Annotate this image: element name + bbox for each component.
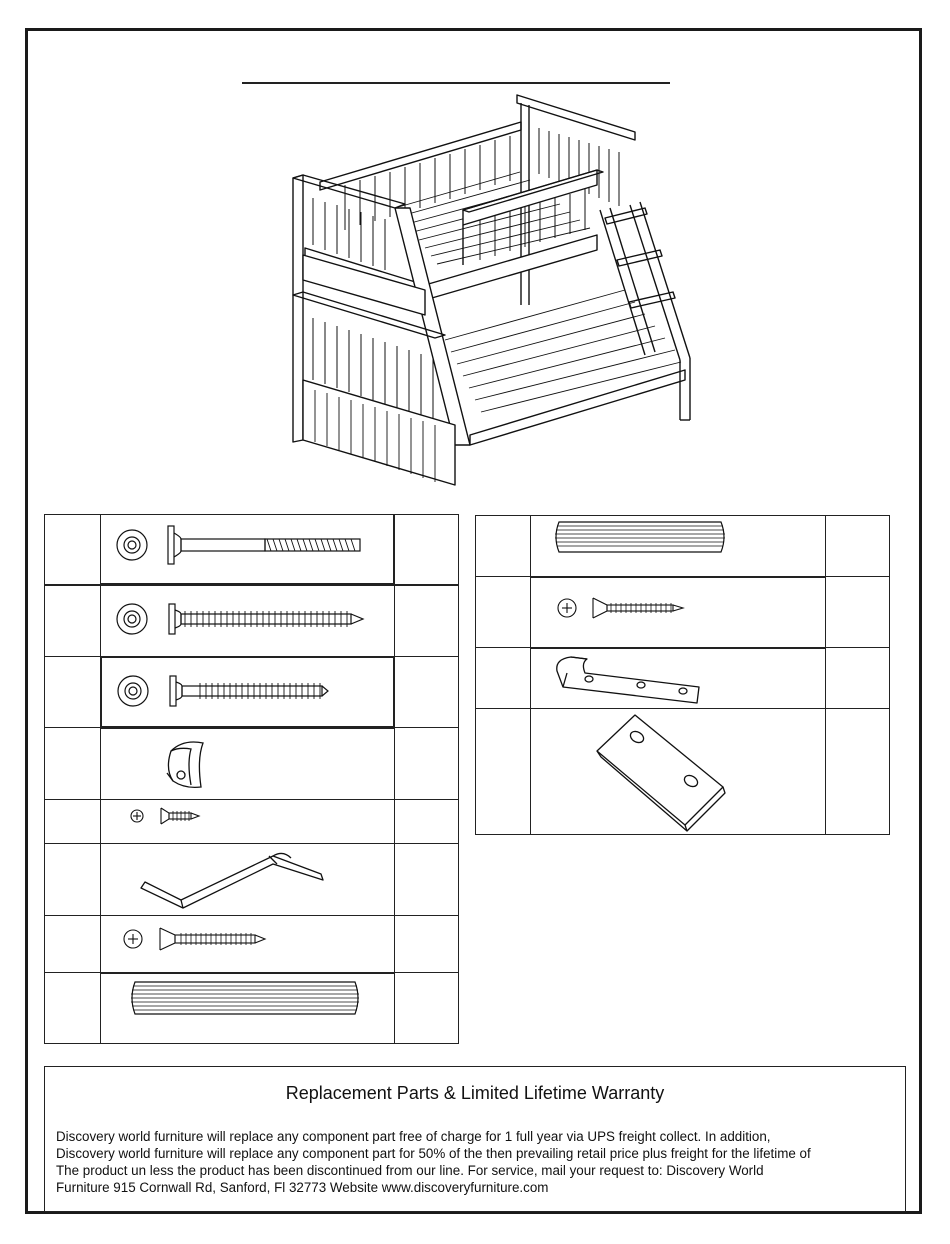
part-label-cell	[475, 708, 531, 835]
part-label-cell	[44, 915, 101, 973]
part-qty-cell	[825, 576, 890, 648]
part-image-cell	[530, 576, 826, 648]
part-label-cell	[44, 972, 101, 1044]
warranty-line: The product un less the product has been discontinued from our line. For service, mail your request to: Discovery World	[56, 1163, 764, 1178]
part-image-cell	[100, 585, 395, 657]
part-qty-cell	[394, 656, 459, 728]
part-label-cell	[44, 727, 101, 800]
title-line	[242, 82, 670, 84]
medium-screw-bolt-icon	[102, 658, 392, 724]
allen-wrench-icon	[101, 844, 391, 914]
part-image-cell	[100, 656, 395, 728]
part-label-cell	[44, 585, 101, 657]
part-qty-cell	[394, 585, 459, 657]
part-image-cell	[100, 843, 395, 916]
part-qty-cell	[825, 515, 890, 577]
warranty-line: Furniture 915 Cornwall Rd, Sanford, Fl 32773 Website www.discoveryfurniture.com	[56, 1180, 549, 1195]
part-qty-cell	[394, 799, 459, 844]
long-screw-bolt-icon	[101, 586, 391, 652]
flat-head-screw-icon	[531, 578, 821, 644]
part-image-cell	[530, 647, 826, 709]
part-qty-cell	[394, 727, 459, 800]
part-label-cell	[475, 647, 531, 709]
part-image-cell	[530, 515, 826, 577]
part-qty-cell	[394, 972, 459, 1044]
part-image-cell	[100, 514, 395, 585]
part-image-cell	[100, 972, 395, 1044]
wood-screw-icon	[101, 916, 391, 970]
large-dowel-icon	[101, 974, 391, 1042]
warranty-title: Replacement Parts & Limited Lifetime Warranty	[285, 1083, 665, 1103]
warranty-line: Discovery world furniture will replace any component part free of charge for 1 full year via UPS freight collect. In addition,	[56, 1129, 771, 1144]
small-wood-screw-icon	[101, 800, 391, 840]
part-label-cell	[475, 576, 531, 648]
part-label-cell	[44, 656, 101, 728]
small-dowel-icon	[531, 516, 821, 574]
part-image-cell	[100, 799, 395, 844]
part-label-cell	[44, 514, 101, 585]
angle-bracket-icon	[531, 709, 821, 833]
part-qty-cell	[394, 514, 459, 585]
part-image-cell	[530, 708, 826, 835]
part-image-cell	[100, 727, 395, 800]
part-label-cell	[475, 515, 531, 577]
part-qty-cell	[394, 843, 459, 916]
part-image-cell	[100, 915, 395, 973]
bunk-bed-illustration	[285, 90, 695, 500]
warranty-box	[44, 1066, 906, 1212]
warranty-line: Discovery world furniture will replace any component part for 50% of the then prevailing retail price plus freight for the lifetime of	[56, 1146, 811, 1161]
part-label-cell	[44, 843, 101, 916]
bolt-with-washer-icon	[101, 515, 391, 581]
part-qty-cell	[394, 915, 459, 973]
warranty-text	[56, 1128, 901, 1196]
part-qty-cell	[825, 708, 890, 835]
part-label-cell	[44, 799, 101, 844]
metal-strap-bracket-icon	[531, 649, 821, 707]
cam-nut-icon	[101, 729, 391, 799]
part-qty-cell	[825, 647, 890, 709]
